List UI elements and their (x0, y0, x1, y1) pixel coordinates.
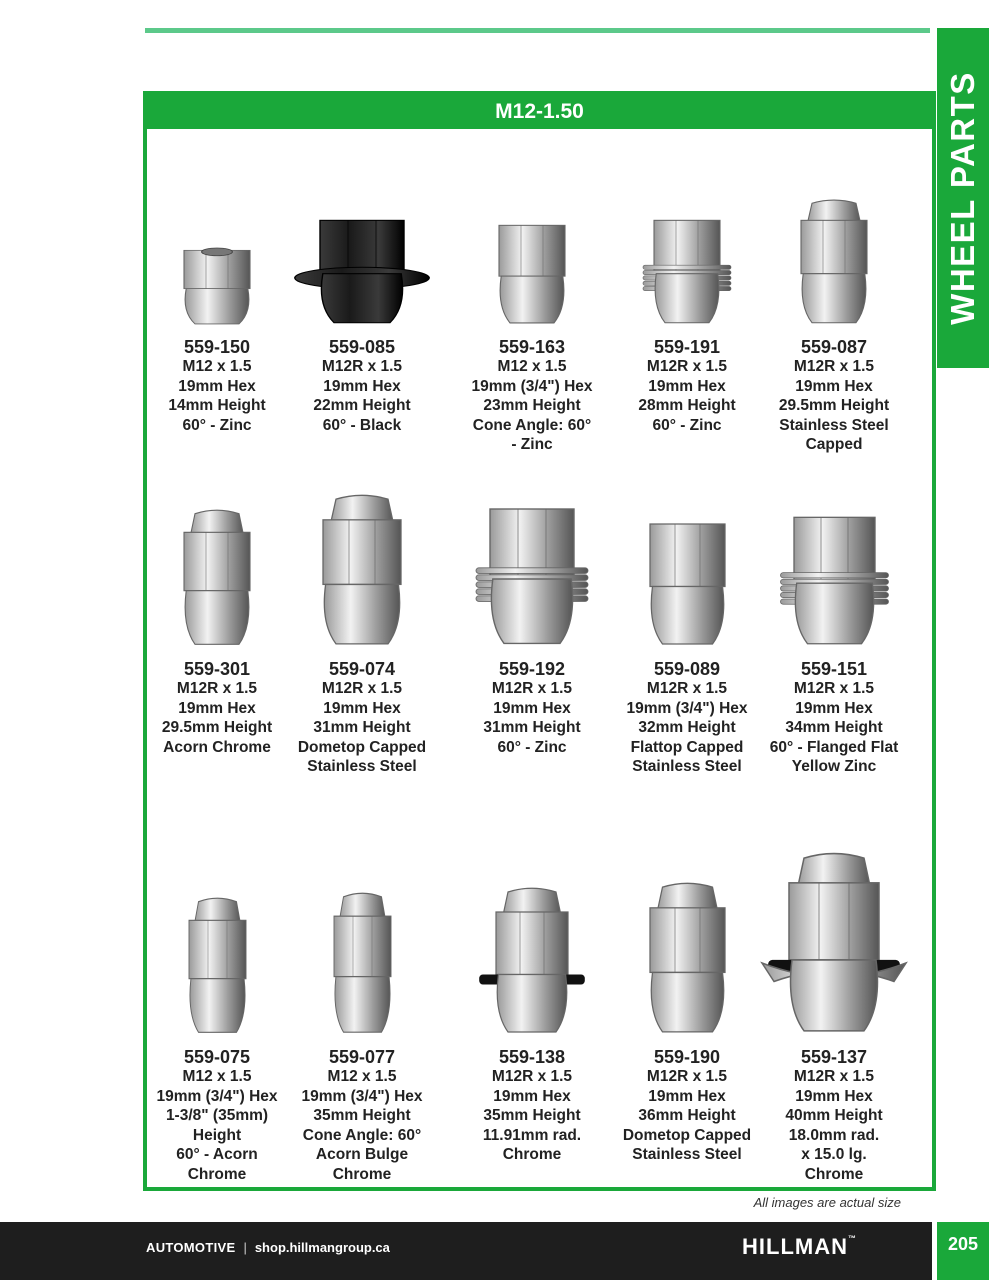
spec-line: Cone Angle: 60° (302, 1126, 422, 1144)
spec-line: Chrome (804, 1165, 864, 1183)
spec-line: 19mm Hex (648, 377, 726, 395)
acorn-lug-nut-icon (142, 479, 292, 649)
spec-line: 36mm Height (638, 1107, 736, 1124)
spec-line: Stainless Steel (779, 416, 889, 434)
spec-line: M12R x 1.5 (176, 680, 258, 697)
part-number: 559-089 (653, 659, 721, 679)
part-number: 559-075 (183, 1047, 251, 1067)
spec-line: Yellow Zinc (791, 758, 877, 775)
part-number: 559-137 (800, 1047, 868, 1067)
product-item (457, 179, 607, 455)
spec-line: x 15.0 lg. (801, 1146, 867, 1163)
spec-line: 60° - Black (322, 416, 402, 434)
footer-left (146, 1240, 390, 1255)
product-grid (147, 129, 932, 1187)
part-number: 559-163 (498, 337, 566, 357)
spec-line: M12R x 1.5 (646, 680, 728, 697)
spec-line: M12R x 1.5 (793, 1068, 875, 1085)
spec-line: Cone Angle: 60° (472, 416, 592, 434)
spec-line: 31mm Height (483, 719, 581, 736)
part-number: 559-074 (328, 659, 396, 679)
spec-line: Chrome (332, 1165, 392, 1183)
footer-bar (0, 1222, 932, 1280)
spec-line: 40mm Height (785, 1107, 883, 1124)
spec-line: Chrome (187, 1165, 247, 1183)
product-item (457, 859, 607, 1165)
spec-line: 19mm Hex (323, 377, 401, 395)
flattop-lug-nut-icon (612, 479, 762, 649)
spec-line: 19mm Hex (493, 1087, 571, 1105)
spec-line: Capped (805, 436, 863, 453)
bulge-acorn-lug-nut-icon (287, 859, 437, 1037)
spec-line: 19mm Hex (323, 699, 401, 717)
product-item (287, 179, 437, 435)
spec-line: 14mm Height (168, 397, 266, 414)
spec-line: 19mm Hex (648, 1087, 726, 1105)
spec-line: 32mm Height (638, 719, 736, 736)
spec-line: 11.91mm rad. (482, 1126, 582, 1144)
spring-washer-lug-nut-icon (759, 859, 909, 1037)
spec-line: Dometop Capped (297, 738, 427, 756)
spec-line: 19mm (3/4") Hex (626, 699, 748, 717)
spec-line: 19mm (3/4") Hex (156, 1087, 278, 1105)
product-item (759, 859, 909, 1184)
trademark-mark: ™ (847, 1234, 857, 1243)
spec-line: Stainless Steel (632, 758, 742, 775)
spec-line: 19mm Hex (795, 1087, 873, 1105)
part-number: 559-301 (183, 659, 251, 679)
spec-line: M12R x 1.5 (491, 1068, 573, 1085)
spec-line: - Zinc (511, 436, 553, 453)
product-item (142, 179, 292, 435)
spec-line: 19mm (3/4") Hex (471, 377, 593, 395)
spec-line: M12R x 1.5 (321, 358, 403, 375)
spec-line: 29.5mm Height (161, 719, 273, 736)
spec-line: Flattop Capped (630, 738, 744, 756)
spec-line: Height (192, 1126, 242, 1144)
washer-lug-nut-icon (457, 859, 607, 1037)
spec-line: Acorn Bulge (315, 1146, 409, 1163)
product-item (759, 179, 909, 455)
spec-line: 35mm Height (483, 1107, 581, 1124)
product-item (457, 479, 607, 757)
dometop-lug-nut-icon (287, 479, 437, 649)
part-number: 559-191 (653, 337, 721, 357)
spec-line: M12 x 1.5 (182, 1068, 252, 1085)
spec-line: 19mm Hex (178, 377, 256, 395)
panel-title: M12-1.50 (147, 95, 932, 129)
product-item (612, 179, 762, 435)
threaded-lug-nut-icon (457, 479, 607, 649)
footer-separator: | (243, 1240, 247, 1255)
spec-line: M12 x 1.5 (327, 1068, 397, 1085)
size-note: All images are actual size (753, 1195, 901, 1210)
spec-line: 19mm Hex (795, 699, 873, 717)
spec-line: M12R x 1.5 (793, 358, 875, 375)
product-item (612, 859, 762, 1165)
part-number: 559-192 (498, 659, 566, 679)
capped-lug-nut-icon (759, 179, 909, 327)
part-number: 559-087 (800, 337, 868, 357)
product-item (287, 479, 437, 777)
flanged-black-lug-nut-icon (287, 179, 437, 327)
cone-seat-lug-nut-icon (457, 179, 607, 327)
dometop-lug-nut-icon (612, 859, 762, 1037)
spec-line: 19mm Hex (795, 377, 873, 395)
threaded-lug-nut-icon (612, 179, 762, 327)
page-number: 205 (937, 1222, 989, 1280)
spec-line: Stainless Steel (632, 1146, 742, 1163)
part-number: 559-190 (653, 1047, 721, 1067)
spec-line: 19mm Hex (493, 699, 571, 717)
spec-line: 60° - Zinc (652, 416, 722, 434)
spec-line: 29.5mm Height (778, 397, 890, 414)
part-number: 559-138 (498, 1047, 566, 1067)
spec-line: 60° - Zinc (182, 416, 252, 434)
spec-line: 31mm Height (313, 719, 411, 736)
spec-line: Dometop Capped (622, 1126, 752, 1144)
spec-line: 18.0mm rad. (788, 1126, 880, 1144)
spec-line: Acorn Chrome (163, 738, 271, 756)
spec-line: Stainless Steel (307, 758, 417, 775)
product-item (142, 859, 292, 1184)
spec-line: M12R x 1.5 (793, 680, 875, 697)
spec-line: M12 x 1.5 (497, 358, 567, 375)
open-end-lug-nut-icon (142, 179, 292, 327)
spec-line: Chrome (502, 1146, 562, 1163)
flanged-flat-lug-nut-icon (759, 479, 909, 649)
section-tab (937, 28, 989, 368)
spec-line: M12R x 1.5 (491, 680, 573, 697)
spec-line: 19mm (3/4") Hex (301, 1087, 423, 1105)
acorn-lug-nut-icon (142, 859, 292, 1037)
part-number: 559-085 (328, 337, 396, 357)
spec-line: 28mm Height (638, 397, 736, 414)
footer-category: AUTOMOTIVE (146, 1240, 236, 1255)
spec-line: M12R x 1.5 (646, 358, 728, 375)
spec-line: 60° - Zinc (497, 738, 567, 756)
part-number: 559-150 (183, 337, 251, 357)
footer-url[interactable]: shop.hillmangroup.ca (254, 1240, 390, 1255)
product-item (759, 479, 909, 777)
top-divider (145, 28, 930, 33)
spec-line: 19mm Hex (178, 699, 256, 717)
spec-line: 60° - Acorn (176, 1146, 258, 1163)
product-panel (143, 91, 936, 1191)
section-tab-label: WHEEL PARTS (944, 71, 981, 325)
spec-line: M12R x 1.5 (321, 680, 403, 697)
spec-line: 34mm Height (785, 719, 883, 736)
spec-line: 60° - Flanged Flat (769, 738, 899, 756)
product-item (142, 479, 292, 757)
spec-line: 35mm Height (313, 1107, 411, 1124)
hillman-logo (742, 1234, 857, 1260)
spec-line: M12R x 1.5 (646, 1068, 728, 1085)
spec-line: M12 x 1.5 (182, 358, 252, 375)
spec-line: 23mm Height (483, 397, 581, 414)
brand-name: HILLMAN (742, 1234, 848, 1259)
part-number: 559-151 (800, 659, 868, 679)
part-number: 559-077 (328, 1047, 396, 1067)
spec-line: 1-3/8" (35mm) (165, 1107, 269, 1124)
spec-line: 22mm Height (313, 397, 411, 414)
product-item (612, 479, 762, 777)
product-item (287, 859, 437, 1184)
